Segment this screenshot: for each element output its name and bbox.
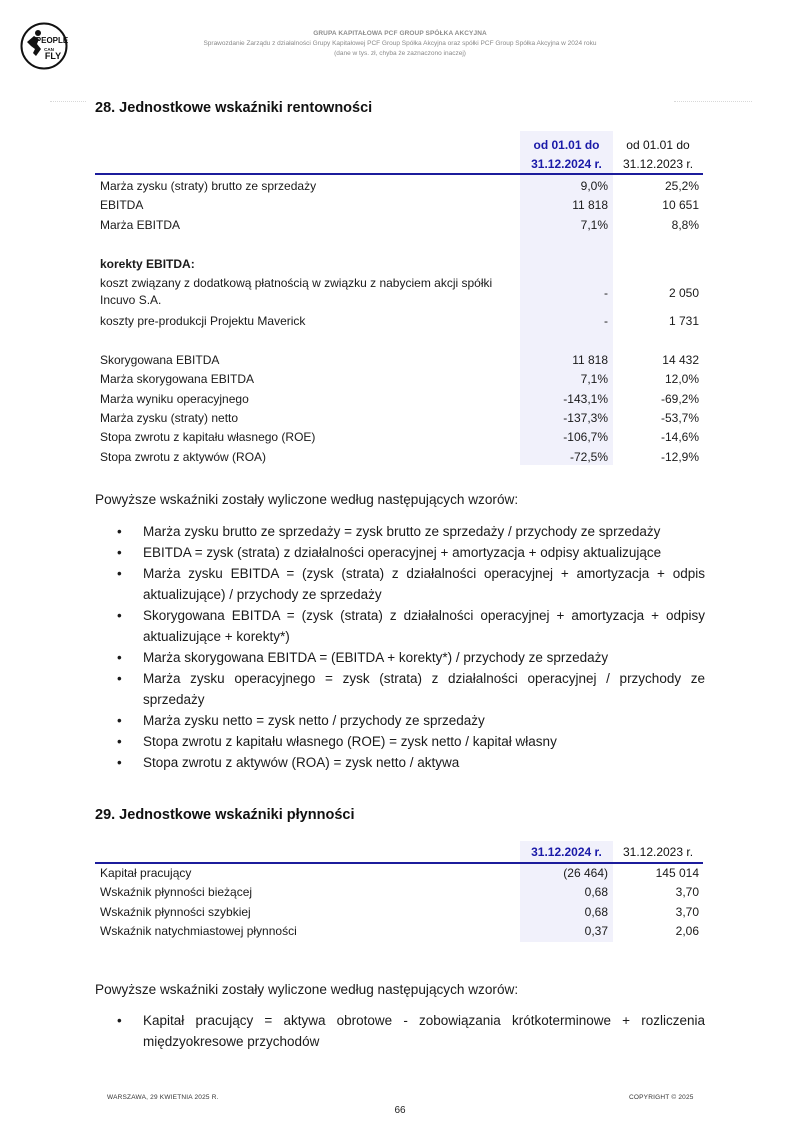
bullet-icon: •	[117, 545, 122, 560]
bullet-icon: •	[117, 566, 122, 581]
table-spacer-row	[95, 331, 703, 350]
header-units-note: (dane w tys. zł, chyba że zaznaczono inaczej)	[334, 50, 466, 57]
list-item: • Marża skorygowana EBITDA = (EBITDA + korekty*) / przychody ze sprzedaży	[95, 647, 705, 668]
list-item: • Marża zysku netto = zysk netto / przychody ze sprzedaży	[95, 710, 705, 731]
formulas-list-28	[95, 521, 705, 773]
col-current-header: 31.12.2024 r.	[531, 845, 602, 859]
list-item: • Stopa zwrotu z aktywów (ROA) = zysk netto / aktywa	[95, 752, 705, 773]
header-divider-right	[674, 101, 752, 102]
list-item: • EBITDA = zysk (strata) z działalności operacyjnej + amortyzacja + odpisy aktualizujące	[95, 542, 705, 563]
col-prev-header: od 01.01 do 31.12.2023 r.	[622, 138, 694, 171]
header-company: GRUPA KAPITAŁOWA PCF GROUP SPÓŁKA AKCYJNA	[313, 30, 487, 37]
table-row: Wskaźnik natychmiastowej płynności 0,37 2,06	[100, 924, 699, 939]
table-row: Wskaźnik płynności bieżącej 0,68 3,70	[100, 885, 699, 900]
table-row: Stopa zwrotu z aktywów (ROA) -72,5% -12,9%	[100, 449, 699, 464]
svg-text:FLY: FLY	[44, 51, 62, 61]
formulas-list-29	[95, 1010, 705, 1052]
svg-text:CAN: CAN	[44, 47, 54, 52]
col-prev-header: 31.12.2023 r.	[622, 845, 694, 859]
bullet-icon: •	[117, 734, 122, 749]
footer-place-date: WARSZAWA, 29 KWIETNIA 2025 R.	[107, 1094, 219, 1101]
table-row: Wskaźnik płynności szybkiej 0,68 3,70	[100, 904, 699, 919]
liquidity-table	[95, 864, 703, 942]
table-row: Marża zysku (straty) brutto ze sprzedaży 9,0% 25,2%	[100, 179, 699, 193]
header-divider-left	[50, 101, 86, 102]
bullet-icon: •	[117, 671, 122, 686]
page-number: 66	[394, 1105, 406, 1116]
table-row: Marża zysku (straty) netto -137,3% -53,7%	[100, 410, 699, 425]
list-item: • Kapitał pracujący = aktywa obrotowe - zobowiązania krótkoterminowe + rozliczenia międzyokresowe przychodów	[95, 1010, 705, 1052]
table-row: Kapitał pracujący (26 464) 145 014	[100, 866, 699, 880]
list-item: • Marża zysku EBITDA = (zysk (strata) z działalności operacyjnej + amortyzacja + odpis aktualizujące) / przychody ze sprzedaży	[95, 563, 705, 605]
table-row: Marża EBITDA 7,1% 8,8%	[100, 217, 699, 232]
list-item: • Stopa zwrotu z kapitału własnego (ROE) = zysk netto / kapitał własny	[95, 731, 705, 752]
formulas-intro-29: Powyższe wskaźniki zostały wyliczone według następujących wzorów:	[95, 982, 519, 997]
table-row: Skorygowana EBITDA 11 818 14 432	[100, 352, 699, 367]
page-header	[0, 0, 800, 100]
table-row: koszty pre-produkcji Projektu Maverick - 1 731	[100, 313, 699, 328]
table-row: Marża skorygowana EBITDA 7,1% 12,0%	[100, 372, 699, 387]
col-current-header: od 01.01 do 31.12.2024 r.	[531, 138, 602, 171]
table-row: Stopa zwrotu z kapitału własnego (ROE) -106,7% -14,6%	[100, 430, 699, 445]
table-row: korekty EBITDA:	[100, 256, 195, 271]
bullet-icon: •	[117, 713, 122, 728]
svg-text:PEOPLE: PEOPLE	[35, 36, 68, 45]
bullet-icon: •	[117, 650, 122, 665]
bullet-icon: •	[117, 755, 122, 770]
section-29-title: 29. Jednostkowe wskaźniki płynności	[95, 807, 355, 823]
table-header-rule	[95, 173, 703, 175]
bullet-icon: •	[117, 1013, 122, 1028]
profitability-table	[95, 177, 703, 467]
table-row: koszt związany z dodatkową płatnością w związku z nabyciem akcji spółki Incuvo S.A. - 2 050	[100, 275, 699, 307]
formulas-intro-28: Powyższe wskaźniki zostały wyliczone według następujących wzorów:	[95, 492, 519, 507]
footer-copyright: COPYRIGHT © 2025	[629, 1094, 694, 1101]
header-subtitle: Sprawozdanie Zarządu z działalności Grupy Kapitałowej PCF Group Spółka Akcyjna oraz spółki PCF Group Spółka Akcyjna w 2024 roku	[203, 40, 597, 47]
table-row: EBITDA 11 818 10 651	[100, 198, 699, 213]
list-item: • Marża zysku operacyjnego = zysk (strata) z działalności operacyjnej / przychody ze sprzedaży	[95, 668, 705, 710]
section-28-title: 28. Jednostkowe wskaźniki rentowności	[95, 100, 373, 116]
list-item: • Skorygowana EBITDA = (zysk (strata) z działalności operacyjnej + amortyzacja + odpisy aktualizujące + korekty*)	[95, 605, 705, 647]
list-item: • Marża zysku brutto ze sprzedaży = zysk brutto ze sprzedaży / przychody ze sprzedaży	[95, 521, 705, 542]
bullet-icon: •	[117, 608, 122, 623]
table-spacer-row	[95, 235, 703, 254]
table-row: Marża wyniku operacyjnego -143,1% -69,2%	[100, 391, 699, 406]
bullet-icon: •	[117, 524, 122, 539]
